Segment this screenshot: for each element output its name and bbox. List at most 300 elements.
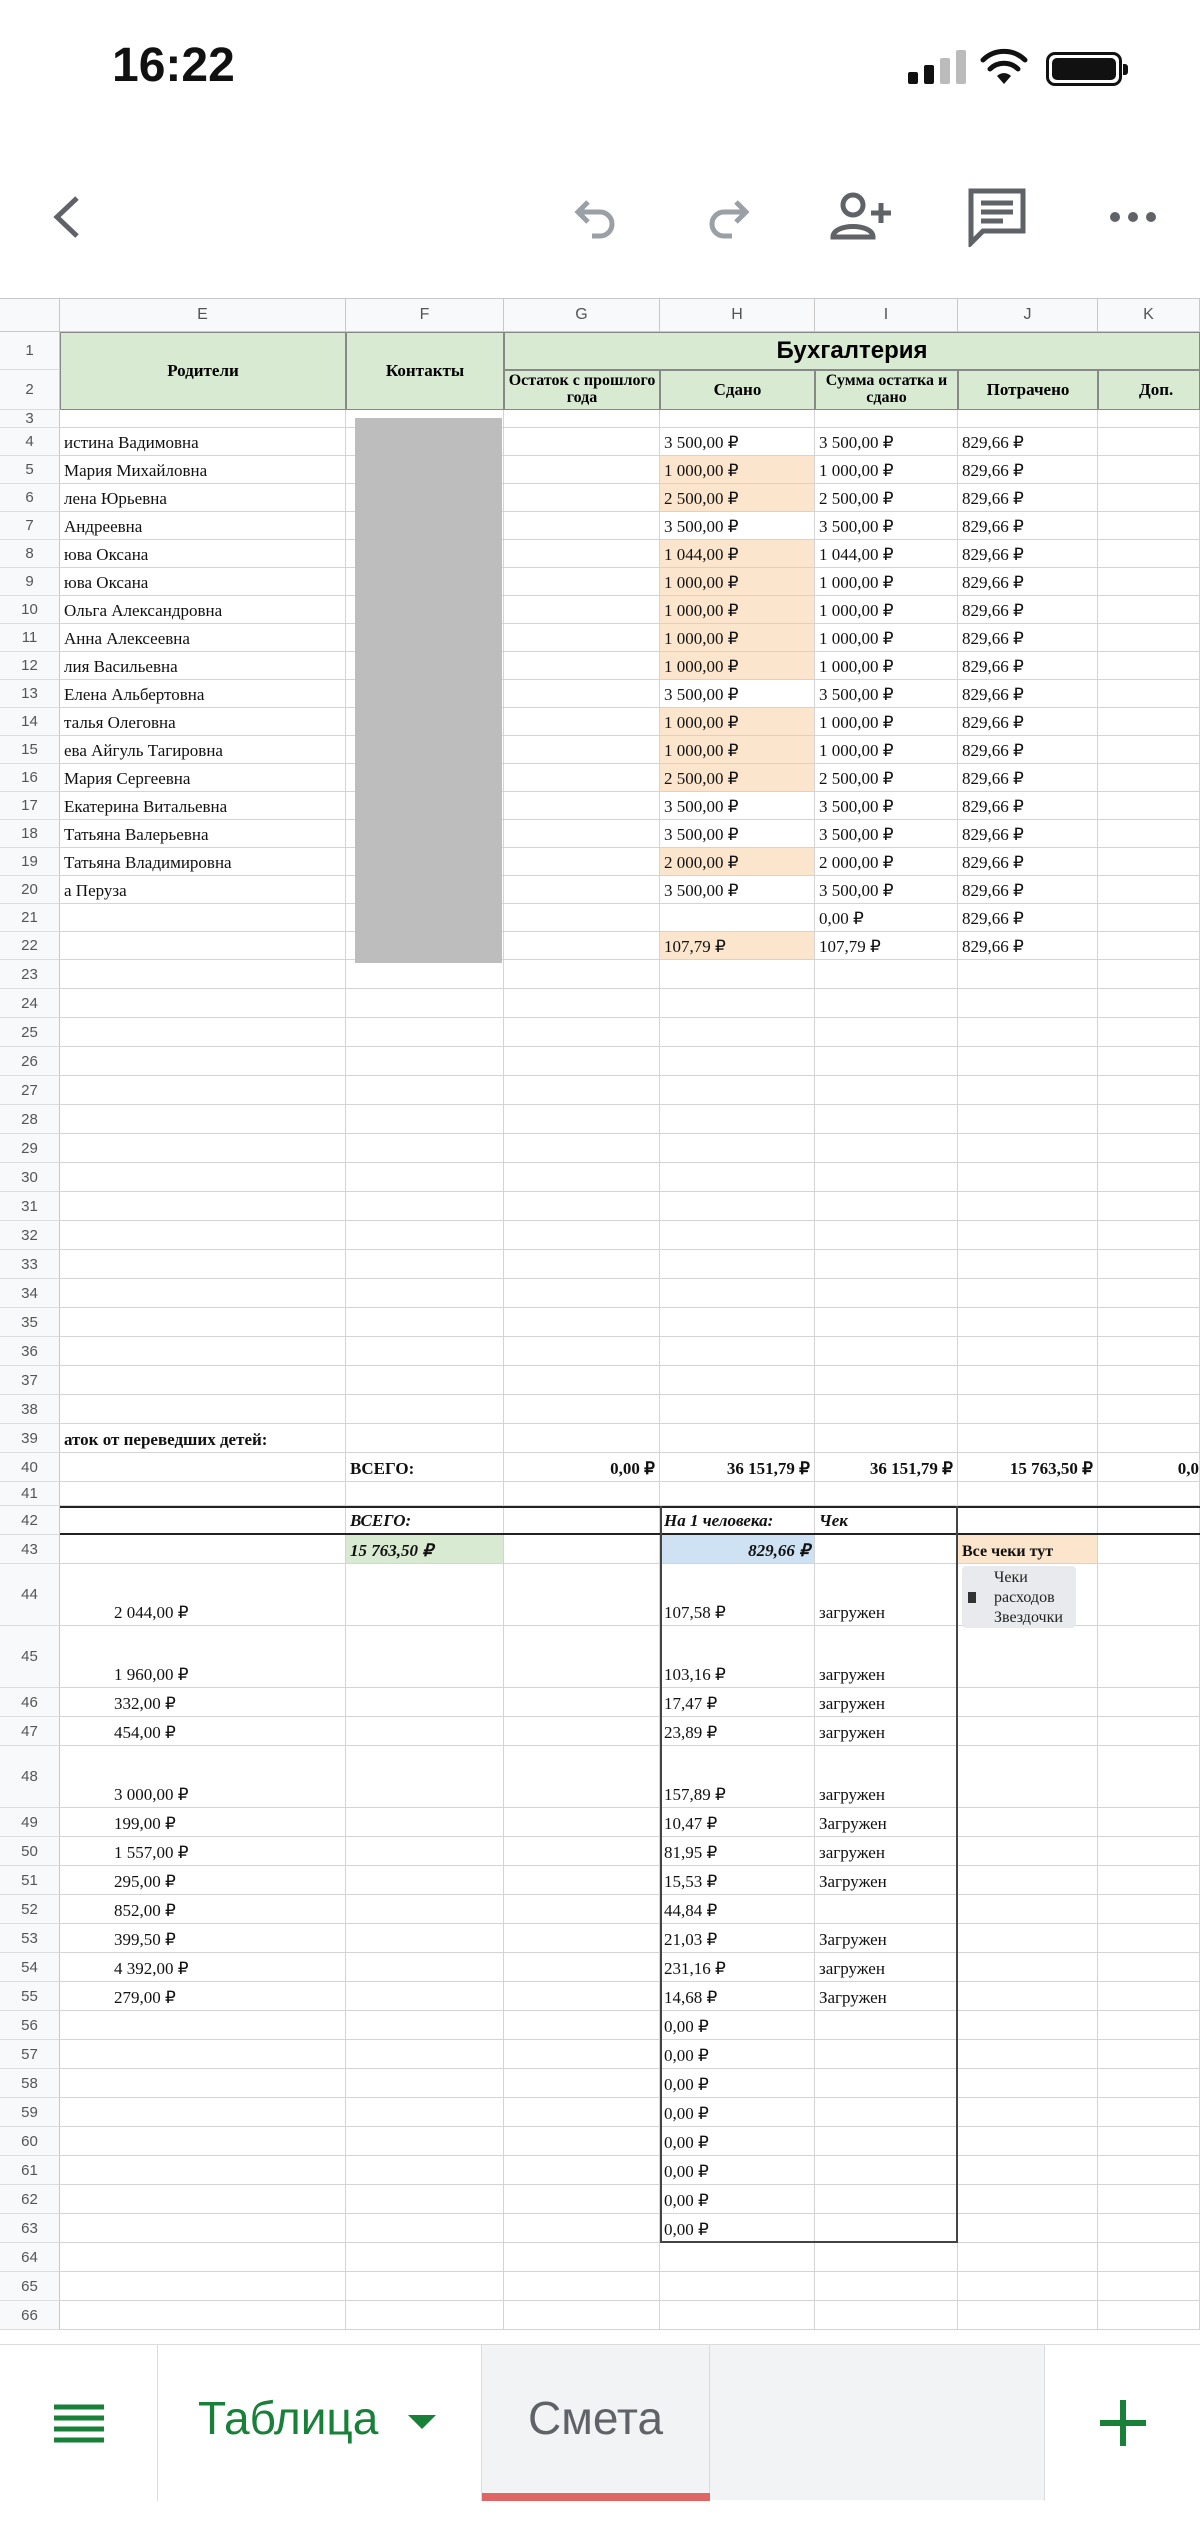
row-header[interactable]: 44 xyxy=(0,1564,60,1626)
cell-i[interactable]: 2 500,00 ₽ xyxy=(815,484,958,511)
cell-g[interactable] xyxy=(504,624,660,651)
add-sheet-icon[interactable] xyxy=(1044,2345,1200,2501)
cell-f[interactable] xyxy=(346,1866,504,1894)
cell-k[interactable] xyxy=(1098,484,1200,511)
redo-icon[interactable] xyxy=(694,182,764,252)
cell-k[interactable] xyxy=(1098,764,1200,791)
cell-h[interactable]: 1 000,00 ₽ xyxy=(660,652,815,679)
row-header[interactable]: 7 xyxy=(0,512,60,540)
cell-f[interactable] xyxy=(346,2011,504,2039)
cell-f[interactable] xyxy=(346,1717,504,1745)
cell-e[interactable] xyxy=(60,1047,346,1075)
cell-j[interactable] xyxy=(958,410,1098,427)
cell-i[interactable] xyxy=(815,960,958,988)
row-header[interactable]: 2 xyxy=(0,370,60,410)
cell-i[interactable]: 107,79 ₽ xyxy=(815,932,958,959)
cell-k[interactable] xyxy=(1098,1953,1200,1981)
cell-h[interactable]: 2 000,00 ₽ xyxy=(660,848,815,875)
cell-i[interactable] xyxy=(815,1424,958,1452)
tab-estimate[interactable] xyxy=(482,2345,710,2501)
cell-g[interactable] xyxy=(504,2127,660,2155)
row-header[interactable]: 38 xyxy=(0,1395,60,1424)
cell-g[interactable] xyxy=(504,1337,660,1365)
cell-e[interactable]: 2 044,00 ₽ xyxy=(60,1564,346,1625)
cell-k[interactable] xyxy=(1098,1366,1200,1394)
cell-e[interactable]: Ольга Александровна xyxy=(60,596,346,623)
cell-i[interactable]: 1 000,00 ₽ xyxy=(815,736,958,763)
cell-h[interactable]: 21,03 ₽ xyxy=(660,1924,815,1952)
cell-i[interactable] xyxy=(815,1105,958,1133)
row-header[interactable]: 66 xyxy=(0,2301,60,2330)
cell-i[interactable]: 3 500,00 ₽ xyxy=(815,680,958,707)
cell-e[interactable] xyxy=(60,1535,346,1563)
cell-k[interactable] xyxy=(1098,1482,1200,1505)
cell-h[interactable] xyxy=(660,960,815,988)
row-header[interactable]: 18 xyxy=(0,820,60,848)
cell-j[interactable] xyxy=(958,2243,1098,2271)
cell-j[interactable] xyxy=(958,1837,1098,1865)
cell-g[interactable] xyxy=(504,1535,660,1563)
cell-f[interactable] xyxy=(346,2301,504,2329)
cell-j[interactable]: 829,66 ₽ xyxy=(958,428,1098,455)
cell-i[interactable]: 1 000,00 ₽ xyxy=(815,624,958,651)
cell-e[interactable]: 399,50 ₽ xyxy=(60,1924,346,1952)
cell-e[interactable]: Мария Сергеевна xyxy=(60,764,346,791)
cell-f[interactable] xyxy=(346,960,504,988)
cell-f[interactable] xyxy=(346,1564,504,1625)
cell-g[interactable] xyxy=(504,1953,660,1981)
row-header[interactable]: 53 xyxy=(0,1924,60,1953)
cell-j[interactable] xyxy=(958,1482,1098,1505)
row-header[interactable]: 33 xyxy=(0,1250,60,1279)
cell-j[interactable]: 15 763,50 ₽ xyxy=(958,1453,1098,1481)
cell-j[interactable] xyxy=(958,2185,1098,2213)
cell-g[interactable] xyxy=(504,1626,660,1687)
cell-j[interactable]: 829,66 ₽ xyxy=(958,848,1098,875)
cell-f[interactable]: ВСЕГО: xyxy=(346,1508,504,1533)
cell-i[interactable]: загружен xyxy=(815,1953,958,1981)
cell-g[interactable] xyxy=(504,932,660,959)
cell-g[interactable] xyxy=(504,512,660,539)
comment-icon[interactable] xyxy=(962,182,1032,252)
cell-j[interactable]: 829,66 ₽ xyxy=(958,792,1098,819)
cell-k[interactable] xyxy=(1098,960,1200,988)
cell-i[interactable] xyxy=(815,1482,958,1505)
cell-j[interactable]: 829,66 ₽ xyxy=(958,652,1098,679)
cell-i[interactable] xyxy=(815,1076,958,1104)
cell-g[interactable] xyxy=(504,2040,660,2068)
cell-k[interactable] xyxy=(1098,596,1200,623)
row-header[interactable]: 29 xyxy=(0,1134,60,1163)
row-header[interactable]: 22 xyxy=(0,932,60,960)
cell-j[interactable]: 829,66 ₽ xyxy=(958,904,1098,931)
row-header[interactable]: 14 xyxy=(0,708,60,736)
cell-k[interactable] xyxy=(1098,1837,1200,1865)
cell-e[interactable]: Анна Алексеевна xyxy=(60,624,346,651)
cell-h[interactable]: 0,00 ₽ xyxy=(660,2098,815,2126)
cell-i[interactable]: 36 151,79 ₽ xyxy=(815,1453,958,1481)
cell-f[interactable] xyxy=(346,2185,504,2213)
cell-j[interactable] xyxy=(958,2098,1098,2126)
cell-f[interactable] xyxy=(346,1018,504,1046)
cell-h[interactable] xyxy=(660,410,815,427)
cell-e[interactable] xyxy=(60,1105,346,1133)
cell-e[interactable] xyxy=(60,1508,346,1533)
cell-h[interactable]: 36 151,79 ₽ xyxy=(660,1453,815,1481)
cell-e[interactable]: 1 960,00 ₽ xyxy=(60,1626,346,1687)
row-header[interactable]: 23 xyxy=(0,960,60,989)
cell-j[interactable] xyxy=(958,960,1098,988)
cell-j[interactable] xyxy=(958,1924,1098,1952)
cell-i[interactable]: 3 500,00 ₽ xyxy=(815,792,958,819)
cell-h[interactable]: 103,16 ₽ xyxy=(660,1626,815,1687)
cell-e[interactable]: 4 392,00 ₽ xyxy=(60,1953,346,1981)
row-header[interactable]: 21 xyxy=(0,904,60,932)
row-header[interactable]: 54 xyxy=(0,1953,60,1982)
cell-f[interactable] xyxy=(346,1308,504,1336)
row-header[interactable]: 37 xyxy=(0,1366,60,1395)
cell-j[interactable]: 829,66 ₽ xyxy=(958,596,1098,623)
row-header[interactable]: 31 xyxy=(0,1192,60,1221)
cell-i[interactable] xyxy=(815,1163,958,1191)
cell-g[interactable] xyxy=(504,820,660,847)
row-header[interactable]: 65 xyxy=(0,2272,60,2301)
cell-g[interactable] xyxy=(504,2069,660,2097)
cell-g[interactable] xyxy=(504,1308,660,1336)
cell-g[interactable] xyxy=(504,2011,660,2039)
cell-j[interactable] xyxy=(958,1626,1098,1687)
cell-k[interactable] xyxy=(1098,1395,1200,1423)
cell-h[interactable]: 3 500,00 ₽ xyxy=(660,680,815,707)
cell-g[interactable] xyxy=(504,904,660,931)
row-header[interactable]: 30 xyxy=(0,1163,60,1192)
cell-k[interactable] xyxy=(1098,456,1200,483)
row-header[interactable]: 5 xyxy=(0,456,60,484)
cell-i[interactable]: загружен xyxy=(815,1746,958,1807)
cell-j[interactable] xyxy=(958,1982,1098,2010)
cell-i[interactable]: Чек xyxy=(815,1508,958,1533)
cell-f[interactable] xyxy=(346,1105,504,1133)
cell-g[interactable] xyxy=(504,1279,660,1307)
cell-i[interactable]: 1 044,00 ₽ xyxy=(815,540,958,567)
cell-j[interactable]: 829,66 ₽ xyxy=(958,624,1098,651)
cell-i[interactable]: 0,00 ₽ xyxy=(815,904,958,931)
cell-h[interactable] xyxy=(660,1105,815,1133)
cell-g[interactable] xyxy=(504,1366,660,1394)
cell-h[interactable]: 3 500,00 ₽ xyxy=(660,820,815,847)
cell-g[interactable] xyxy=(504,1837,660,1865)
add-person-icon[interactable] xyxy=(826,182,896,252)
cell-k[interactable] xyxy=(1098,904,1200,931)
column-header-j[interactable]: J xyxy=(958,299,1098,331)
cell-e[interactable]: талья Олеговна xyxy=(60,708,346,735)
cell-h[interactable]: 157,89 ₽ xyxy=(660,1746,815,1807)
cell-g[interactable] xyxy=(504,1982,660,2010)
cell-h[interactable]: 1 000,00 ₽ xyxy=(660,624,815,651)
cell-h[interactable] xyxy=(660,1163,815,1191)
cell-h[interactable]: 10,47 ₽ xyxy=(660,1808,815,1836)
file-chip[interactable] xyxy=(962,1566,1076,1628)
cell-i[interactable]: 3 500,00 ₽ xyxy=(815,512,958,539)
chevron-down-icon[interactable] xyxy=(408,2415,436,2429)
cell-g[interactable] xyxy=(504,989,660,1017)
cell-g[interactable] xyxy=(504,2098,660,2126)
cell-f[interactable] xyxy=(346,1221,504,1249)
cell-j[interactable]: 829,66 ₽ xyxy=(958,932,1098,959)
cell-e[interactable] xyxy=(60,1221,346,1249)
row-header[interactable]: 43 xyxy=(0,1535,60,1564)
cell-h[interactable]: 2 500,00 ₽ xyxy=(660,484,815,511)
cell-e[interactable]: аток от переведших детей: xyxy=(60,1424,346,1452)
cell-f[interactable] xyxy=(346,1279,504,1307)
cell-j[interactable] xyxy=(958,2156,1098,2184)
cell-e[interactable]: лия Васильевна xyxy=(60,652,346,679)
cell-e[interactable] xyxy=(60,2098,346,2126)
cell-i[interactable] xyxy=(815,989,958,1017)
cell-j[interactable] xyxy=(958,1424,1098,1452)
cell-j[interactable]: 829,66 ₽ xyxy=(958,456,1098,483)
cell-k[interactable] xyxy=(1098,2156,1200,2184)
cell-k[interactable] xyxy=(1098,568,1200,595)
cell-j[interactable] xyxy=(958,1192,1098,1220)
cell-f[interactable] xyxy=(346,1076,504,1104)
cell-k[interactable]: 0,0 xyxy=(1098,1453,1200,1481)
cell-h[interactable]: 14,68 ₽ xyxy=(660,1982,815,2010)
cell-j[interactable] xyxy=(958,1076,1098,1104)
column-header-e[interactable]: E xyxy=(60,299,346,331)
cell-e[interactable]: 1 557,00 ₽ xyxy=(60,1837,346,1865)
cell-e[interactable] xyxy=(60,1395,346,1423)
cell-i[interactable] xyxy=(815,2272,958,2300)
cell-k[interactable] xyxy=(1098,652,1200,679)
cell-g[interactable] xyxy=(504,2243,660,2271)
cell-i[interactable]: 1 000,00 ₽ xyxy=(815,708,958,735)
cell-j[interactable] xyxy=(958,1746,1098,1807)
row-header[interactable]: 52 xyxy=(0,1895,60,1924)
cell-i[interactable]: Загружен xyxy=(815,1808,958,1836)
cell-k[interactable] xyxy=(1098,410,1200,427)
cell-g[interactable] xyxy=(504,848,660,875)
cell-h[interactable] xyxy=(660,989,815,1017)
cell-i[interactable] xyxy=(815,1366,958,1394)
cell-g[interactable] xyxy=(504,960,660,988)
cell-f[interactable] xyxy=(346,1808,504,1836)
cell-h[interactable] xyxy=(660,1366,815,1394)
cell-i[interactable] xyxy=(815,1279,958,1307)
cell-f[interactable] xyxy=(346,2243,504,2271)
row-header[interactable]: 17 xyxy=(0,792,60,820)
row-header[interactable]: 57 xyxy=(0,2040,60,2069)
cell-j[interactable] xyxy=(958,1717,1098,1745)
cell-k[interactable] xyxy=(1098,1746,1200,1807)
cell-j[interactable] xyxy=(958,2272,1098,2300)
cell-j[interactable] xyxy=(958,2040,1098,2068)
row-header[interactable]: 32 xyxy=(0,1221,60,1250)
cell-j[interactable]: 829,66 ₽ xyxy=(958,568,1098,595)
cell-k[interactable] xyxy=(1098,1564,1200,1625)
row-header[interactable]: 46 xyxy=(0,1688,60,1717)
cell-e[interactable]: юва Оксана xyxy=(60,568,346,595)
cell-e[interactable]: Елена Альбертовна xyxy=(60,680,346,707)
row-header[interactable]: 6 xyxy=(0,484,60,512)
cell-j[interactable]: 829,66 ₽ xyxy=(958,820,1098,847)
cell-i[interactable] xyxy=(815,1047,958,1075)
row-header[interactable]: 25 xyxy=(0,1018,60,1047)
cell-i[interactable] xyxy=(815,1192,958,1220)
spreadsheet-grid[interactable] xyxy=(0,298,1200,2338)
cell-g[interactable] xyxy=(504,1808,660,1836)
cell-j[interactable] xyxy=(958,2011,1098,2039)
cell-g[interactable] xyxy=(504,484,660,511)
row-header[interactable]: 8 xyxy=(0,540,60,568)
cell-k[interactable] xyxy=(1098,1105,1200,1133)
cell-h[interactable]: 1 000,00 ₽ xyxy=(660,568,815,595)
cell-k[interactable] xyxy=(1098,512,1200,539)
cell-k[interactable] xyxy=(1098,2301,1200,2329)
cell-j[interactable]: 829,66 ₽ xyxy=(958,876,1098,903)
cell-i[interactable] xyxy=(815,2214,958,2242)
cell-i[interactable]: 1 000,00 ₽ xyxy=(815,596,958,623)
row-header[interactable]: 42 xyxy=(0,1506,60,1535)
cell-h[interactable]: 81,95 ₽ xyxy=(660,1837,815,1865)
cell-k[interactable] xyxy=(1098,680,1200,707)
cell-h[interactable] xyxy=(660,1047,815,1075)
cell-e[interactable] xyxy=(60,2243,346,2271)
cell-i[interactable]: 1 000,00 ₽ xyxy=(815,652,958,679)
cell-i[interactable]: загружен xyxy=(815,1688,958,1716)
cell-e[interactable] xyxy=(60,1134,346,1162)
cell-g[interactable] xyxy=(504,1018,660,1046)
cell-e[interactable]: 295,00 ₽ xyxy=(60,1866,346,1894)
cell-j[interactable] xyxy=(958,1308,1098,1336)
cell-h[interactable]: 3 500,00 ₽ xyxy=(660,876,815,903)
cell-i[interactable] xyxy=(815,1134,958,1162)
cell-g[interactable] xyxy=(504,736,660,763)
cell-h[interactable]: 23,89 ₽ xyxy=(660,1717,815,1745)
cell-f[interactable] xyxy=(346,1337,504,1365)
cell-i[interactable]: 3 500,00 ₽ xyxy=(815,876,958,903)
cell-g[interactable] xyxy=(504,652,660,679)
back-icon[interactable] xyxy=(32,182,102,252)
cell-h[interactable] xyxy=(660,2243,815,2271)
cell-g[interactable] xyxy=(504,540,660,567)
cell-g[interactable] xyxy=(504,680,660,707)
cell-g[interactable] xyxy=(504,1508,660,1533)
cell-g[interactable] xyxy=(504,1924,660,1952)
cell-h[interactable]: 3 500,00 ₽ xyxy=(660,512,815,539)
cell-f[interactable] xyxy=(346,2127,504,2155)
cell-j[interactable] xyxy=(958,1866,1098,1894)
cell-h[interactable] xyxy=(660,2272,815,2300)
cell-k[interactable] xyxy=(1098,1221,1200,1249)
cell-k[interactable] xyxy=(1098,2214,1200,2242)
row-header[interactable]: 4 xyxy=(0,428,60,456)
cell-e[interactable] xyxy=(60,1018,346,1046)
cell-k[interactable] xyxy=(1098,1924,1200,1952)
cell-h[interactable]: 3 500,00 ₽ xyxy=(660,428,815,455)
cell-k[interactable] xyxy=(1098,2098,1200,2126)
cell-i[interactable] xyxy=(815,1221,958,1249)
cell-h[interactable]: 1 000,00 ₽ xyxy=(660,596,815,623)
cell-i[interactable]: Загружен xyxy=(815,1924,958,1952)
cell-g[interactable] xyxy=(504,764,660,791)
cell-h[interactable] xyxy=(660,1337,815,1365)
row-header[interactable]: 39 xyxy=(0,1424,60,1453)
cell-h[interactable]: 0,00 ₽ xyxy=(660,2214,815,2242)
cell-j[interactable] xyxy=(958,1688,1098,1716)
cell-k[interactable] xyxy=(1098,2040,1200,2068)
cell-j[interactable] xyxy=(958,1337,1098,1365)
row-header[interactable]: 47 xyxy=(0,1717,60,1746)
cell-i[interactable] xyxy=(815,2098,958,2126)
cell-h[interactable]: На 1 человека: xyxy=(660,1508,815,1533)
cell-k[interactable] xyxy=(1098,1047,1200,1075)
cell-k[interactable] xyxy=(1098,1508,1200,1533)
cell-i[interactable] xyxy=(815,2156,958,2184)
row-header[interactable]: 13 xyxy=(0,680,60,708)
cell-g[interactable] xyxy=(504,1746,660,1807)
cell-e[interactable]: а Перуза xyxy=(60,876,346,903)
cell-e[interactable] xyxy=(60,1250,346,1278)
column-header-g[interactable]: G xyxy=(504,299,660,331)
cell-h[interactable] xyxy=(660,1279,815,1307)
cell-e[interactable]: Андреевна xyxy=(60,512,346,539)
column-header-k[interactable]: K xyxy=(1098,299,1200,331)
row-header[interactable]: 19 xyxy=(0,848,60,876)
row-header[interactable]: 27 xyxy=(0,1076,60,1105)
cell-e[interactable]: Мария Михайловна xyxy=(60,456,346,483)
cell-e[interactable] xyxy=(60,1163,346,1191)
row-header[interactable]: 36 xyxy=(0,1337,60,1366)
row-header[interactable]: 9 xyxy=(0,568,60,596)
cell-k[interactable] xyxy=(1098,1250,1200,1278)
cell-f[interactable] xyxy=(346,1482,504,1505)
cell-k[interactable] xyxy=(1098,1018,1200,1046)
cell-e[interactable] xyxy=(60,989,346,1017)
tab-table[interactable] xyxy=(158,2345,482,2501)
cell-j[interactable] xyxy=(958,2127,1098,2155)
cell-e[interactable] xyxy=(60,2040,346,2068)
cell-h[interactable] xyxy=(660,1192,815,1220)
cell-f[interactable] xyxy=(346,1192,504,1220)
cell-h[interactable]: 17,47 ₽ xyxy=(660,1688,815,1716)
cell-e[interactable]: 852,00 ₽ xyxy=(60,1895,346,1923)
cell-i[interactable]: 2 500,00 ₽ xyxy=(815,764,958,791)
row-header[interactable]: 56 xyxy=(0,2011,60,2040)
row-header[interactable]: 1 xyxy=(0,332,60,370)
cell-f[interactable] xyxy=(346,2272,504,2300)
cell-h[interactable]: 0,00 ₽ xyxy=(660,2156,815,2184)
cell-h[interactable]: 0,00 ₽ xyxy=(660,2185,815,2213)
row-header[interactable]: 63 xyxy=(0,2214,60,2243)
cell-i[interactable] xyxy=(815,2069,958,2097)
cell-f[interactable] xyxy=(346,2214,504,2242)
cell-h[interactable] xyxy=(660,1308,815,1336)
cell-g[interactable] xyxy=(504,792,660,819)
row-header[interactable]: 3 xyxy=(0,410,60,428)
cell-g[interactable] xyxy=(504,1395,660,1423)
cell-j[interactable]: 829,66 ₽ xyxy=(958,764,1098,791)
cell-g[interactable] xyxy=(504,1134,660,1162)
cell-k[interactable] xyxy=(1098,1982,1200,2010)
cell-i[interactable] xyxy=(815,1018,958,1046)
cell-e[interactable]: 332,00 ₽ xyxy=(60,1688,346,1716)
cell-e[interactable] xyxy=(60,1366,346,1394)
row-header[interactable]: 28 xyxy=(0,1105,60,1134)
cell-h[interactable] xyxy=(660,2301,815,2329)
cell-k[interactable] xyxy=(1098,989,1200,1017)
row-header[interactable]: 64 xyxy=(0,2243,60,2272)
